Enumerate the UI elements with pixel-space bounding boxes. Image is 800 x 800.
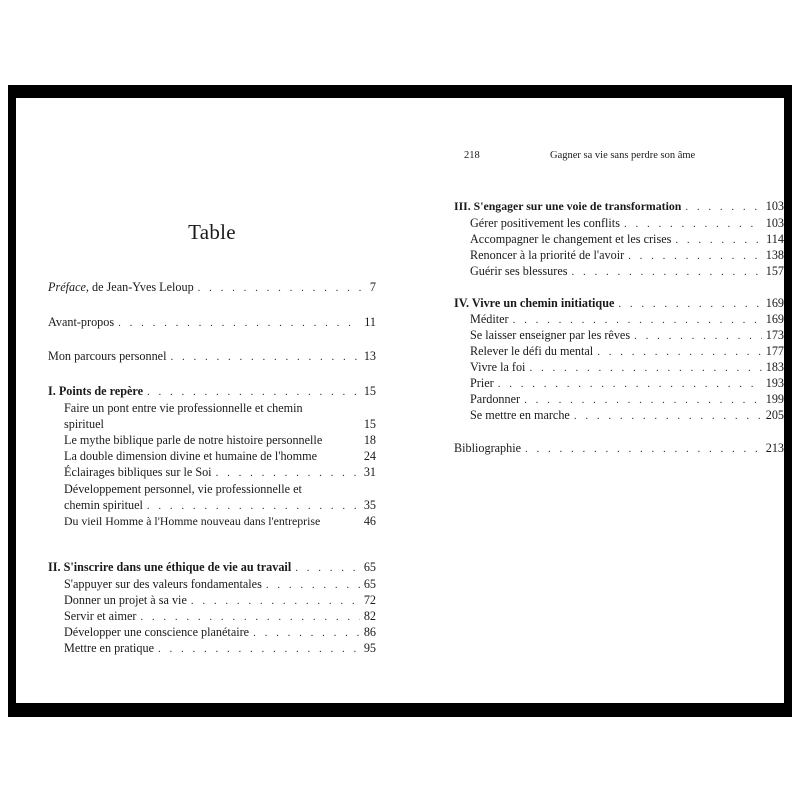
leader-dots xyxy=(529,360,761,376)
toc-entry-parcours: Mon parcours personnel . . . 13 xyxy=(48,348,376,364)
toc-part-4: IV. Vivre un chemin initiatique . . . 169 xyxy=(454,295,784,311)
toc-entry: Renoncer à la priorité de l'avoir . . . 138 xyxy=(470,247,784,263)
toc-entry: Du vieil Homme à l'Homme nouveau dans l'entreprise 46 xyxy=(64,514,376,528)
toc-entry: Se laisser enseigner par les rêves . . . 173 xyxy=(470,327,784,343)
toc-entry: La double dimension divine et humaine de l'homme 24 xyxy=(64,449,376,463)
page-number: 213 xyxy=(765,441,784,455)
leader-dots xyxy=(571,264,761,280)
toc-part-3: III. S'engager sur une voie de transformation . . . 103 xyxy=(454,198,784,214)
preface-italic: Préface xyxy=(48,280,86,294)
page-number: 173 xyxy=(765,328,784,342)
page-number: 103 xyxy=(765,216,784,230)
toc-entry: Vivre la foi . . . 183 xyxy=(470,359,784,375)
page-number: 169 xyxy=(765,296,784,310)
leader-dots xyxy=(618,296,761,312)
page-number: 65 xyxy=(363,560,376,574)
toc-entry: Relever le défi du mental . . . 177 xyxy=(470,343,784,359)
page-number: 95 xyxy=(363,641,376,655)
page-number: 199 xyxy=(765,392,784,406)
page-number: 65 xyxy=(363,577,376,591)
page-number: 86 xyxy=(363,625,376,639)
preface-author: , de Jean-Yves Leloup xyxy=(85,280,194,294)
leader-dots xyxy=(147,498,360,514)
leader-dots xyxy=(170,349,359,365)
toc-entry: Accompagner le changement et les crises . . . 114 xyxy=(470,231,784,247)
page-number: 82 xyxy=(363,609,376,623)
toc-entry: Servir et aimer . . . 82 xyxy=(64,608,376,624)
toc-entry-line: Faire un pont entre vie professionnelle et chemin xyxy=(64,401,303,415)
toc-entry-line: Développement personnel, vie professionnelle et xyxy=(64,482,302,496)
leader-dots xyxy=(574,408,762,424)
page-number: 103 xyxy=(765,199,784,213)
leader-dots xyxy=(525,441,762,457)
toc-part-2: II. S'inscrire dans une éthique de vie au travail . . . 65 xyxy=(48,559,376,575)
leader-dots xyxy=(524,392,762,408)
leader-dots xyxy=(266,577,360,593)
leader-dots xyxy=(498,376,762,392)
page-number: 7 xyxy=(369,280,376,294)
leader-dots xyxy=(191,593,360,609)
toc-entry-preface xyxy=(48,279,376,295)
toc-entry: Développer une conscience planétaire . . . 86 xyxy=(64,624,376,640)
page-number: 15 xyxy=(363,384,376,398)
leader-dots xyxy=(140,609,359,625)
running-head-title: Gagner sa vie sans perdre son âme xyxy=(550,150,696,161)
toc-entry: Se mettre en marche . . . 205 xyxy=(470,407,784,423)
page-title: Table xyxy=(188,220,236,244)
page-number: 46 xyxy=(363,514,376,528)
page-number: 177 xyxy=(765,344,784,358)
leader-dots xyxy=(253,625,360,641)
folio-number: 218 xyxy=(464,150,480,161)
page-number: 15 xyxy=(363,417,376,431)
toc-entry: chemin spirituel . . . 35 xyxy=(64,497,376,513)
leader-dots xyxy=(158,641,360,657)
page-number: 35 xyxy=(363,498,376,512)
leader-dots xyxy=(597,344,762,360)
leader-dots xyxy=(634,328,762,344)
leader-dots xyxy=(624,216,762,232)
toc-entry: Guérir ses blessures . . . 157 xyxy=(470,263,784,279)
page-number: 193 xyxy=(765,376,784,390)
toc-entry: Pardonner . . . 199 xyxy=(470,391,784,407)
page-number: 24 xyxy=(363,449,376,463)
leader-dots xyxy=(198,280,366,296)
page-number: 114 xyxy=(766,232,784,246)
leader-dots xyxy=(295,560,360,576)
toc-part-1: I. Points de repère . . . 15 xyxy=(48,383,376,399)
page-number: 11 xyxy=(364,315,376,329)
right-page xyxy=(454,98,784,703)
leader-dots xyxy=(675,232,762,248)
leader-dots xyxy=(628,248,762,264)
page-number: 31 xyxy=(363,465,376,479)
toc-entry: Gérer positivement les conflits . . . 103 xyxy=(470,215,784,231)
left-page xyxy=(48,98,376,703)
toc-entry: Prier . . . 193 xyxy=(470,375,784,391)
page-number: 183 xyxy=(765,360,784,374)
leader-dots xyxy=(513,312,762,328)
toc-entry: spirituel 15 xyxy=(64,417,376,431)
toc-entry-avant-propos: Avant-propos . . . 11 xyxy=(48,314,376,330)
page-number: 157 xyxy=(765,264,784,278)
page-number: 72 xyxy=(363,593,376,607)
book-spread xyxy=(16,98,784,703)
page-number: 18 xyxy=(363,433,376,447)
toc-entry: Le mythe biblique parle de notre histoire personnelle 18 xyxy=(64,433,376,447)
toc-entry: S'appuyer sur des valeurs fondamentales . . . 65 xyxy=(64,576,376,592)
toc-entry: Méditer . . . 169 xyxy=(470,311,784,327)
toc-entry: Donner un projet à sa vie . . . 72 xyxy=(64,592,376,608)
page-number: 138 xyxy=(765,248,784,262)
toc-entry: Mettre en pratique . . . 95 xyxy=(64,640,376,656)
page-number: 205 xyxy=(765,408,784,422)
page-number: 13 xyxy=(363,349,376,363)
leader-dots xyxy=(147,384,360,400)
leader-dots xyxy=(118,315,360,331)
toc-entry: Éclairages bibliques sur le Soi . . . 31 xyxy=(64,464,376,480)
page-number: 169 xyxy=(765,312,784,326)
leader-dots xyxy=(216,465,360,481)
leader-dots xyxy=(685,199,761,215)
toc-entry-bibliographie: Bibliographie . . . 213 xyxy=(454,440,784,456)
book-spread-frame xyxy=(8,85,792,717)
